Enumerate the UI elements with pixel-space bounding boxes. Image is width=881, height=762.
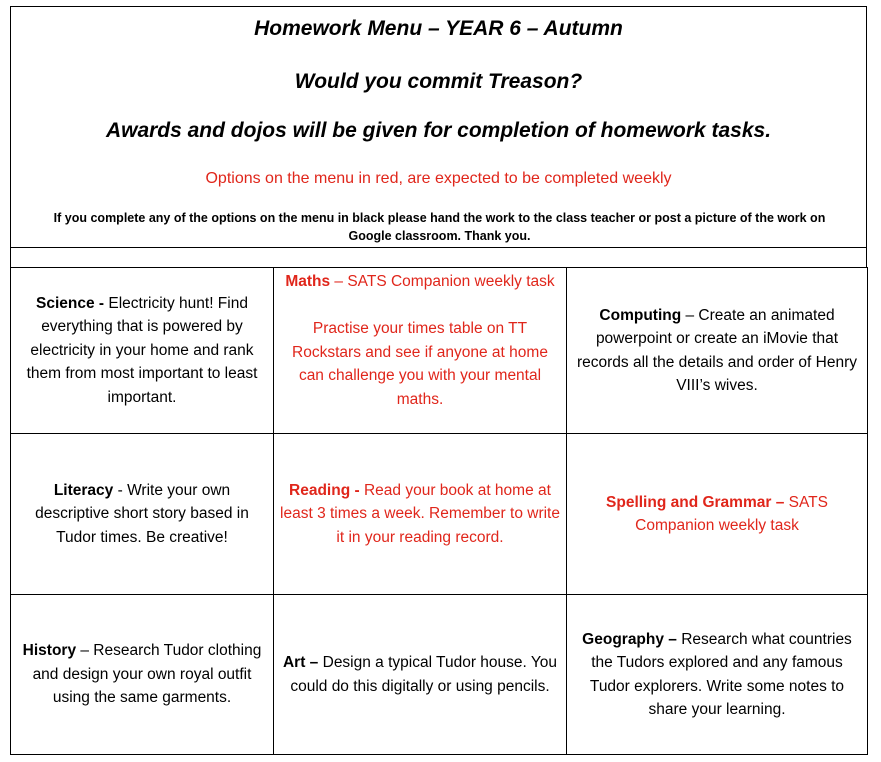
task-text: Electricity hunt! Find everything that is powered by electricity in your home and rank them from most important to least important. bbox=[26, 294, 258, 406]
cell-maths bbox=[274, 268, 567, 434]
subject-label: Spelling and Grammar – bbox=[606, 493, 785, 511]
subject-label: Art – bbox=[282, 654, 319, 671]
task-text-secondary: Practise your times table on TT Rockstars and see if anyone at home can challenge you with your mental maths. bbox=[292, 320, 548, 408]
cell-spelling-grammar bbox=[567, 434, 868, 595]
blank-row bbox=[10, 247, 867, 268]
red-options-note: Options on the menu in red, are expected to be completed weekly bbox=[205, 170, 672, 187]
subject-label: Literacy bbox=[53, 481, 114, 499]
homework-menu-page bbox=[10, 6, 867, 754]
cell-science bbox=[11, 268, 274, 434]
task-text: SATS Companion weekly task bbox=[635, 493, 828, 534]
cell-literacy bbox=[11, 434, 274, 595]
cell-computing bbox=[567, 268, 868, 434]
homework-grid bbox=[10, 267, 868, 755]
task-text: - Write your own descriptive short story based in Tudor times. Be creative! bbox=[35, 481, 249, 546]
page-title: Homework Menu – YEAR 6 – Autumn bbox=[254, 17, 623, 40]
subject-label: Maths bbox=[285, 273, 331, 290]
cell-geography bbox=[567, 595, 868, 755]
subject-label: Science - bbox=[36, 294, 105, 312]
cell-art bbox=[274, 595, 567, 755]
grid-row bbox=[11, 434, 868, 595]
page-subtitle: Would you commit Treason? bbox=[294, 70, 583, 93]
subject-label: History bbox=[22, 642, 77, 660]
menu-header bbox=[10, 6, 867, 248]
task-text: – Research Tudor clothing and design your own royal outfit using the same garments. bbox=[32, 642, 262, 707]
cell-reading bbox=[274, 434, 567, 595]
subject-label: Reading - bbox=[289, 481, 360, 499]
task-text: – SATS Companion weekly task bbox=[330, 273, 555, 290]
task-text: Read your book at home at least 3 times a week. Remember to write it in your reading record. bbox=[280, 481, 560, 546]
subject-label: Geography – bbox=[582, 630, 677, 648]
black-options-note: If you complete any of the options on the menu in black please hand the work to the class teacher or post a picture of the work on Google classroom. Thank you. bbox=[53, 211, 826, 243]
grid-row bbox=[11, 595, 868, 755]
task-text: – Create an animated powerpoint or create an iMovie that records all the details and order of Henry VIII’s wives. bbox=[576, 306, 857, 394]
awards-note: Awards and dojos will be given for completion of homework tasks. bbox=[105, 119, 772, 142]
cell-history bbox=[11, 595, 274, 755]
subject-label: Computing bbox=[599, 306, 682, 324]
grid-row bbox=[11, 268, 868, 434]
task-text: Research what countries the Tudors explored and any famous Tudor explorers. Write some notes to share your learning. bbox=[589, 630, 852, 718]
task-text: Design a typical Tudor house. You could do this digitally or using pencils. bbox=[290, 654, 558, 695]
